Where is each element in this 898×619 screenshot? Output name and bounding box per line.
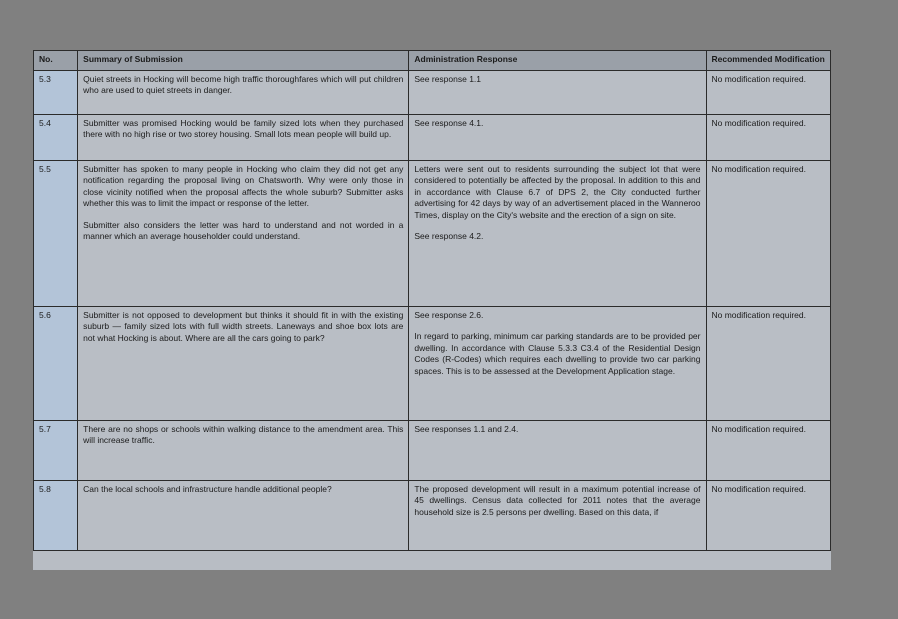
modification-paragraph: No modification required.	[711, 423, 806, 434]
modification-paragraph: No modification required.	[711, 117, 806, 128]
column-header-modification: Recommended Modification	[706, 51, 831, 71]
table-row	[34, 480, 831, 550]
row-summary	[78, 114, 409, 160]
summary-paragraph: Submitter also considers the letter was hard to understand and not worded in a manner which an average householder could understand.	[83, 219, 404, 241]
row-response	[409, 160, 706, 306]
row-modification	[706, 480, 831, 550]
row-number: 5.7	[34, 420, 78, 480]
row-number: 5.3	[34, 70, 78, 114]
response-paragraph: See response 4.1.	[414, 117, 484, 128]
column-header-summary: Summary of Submission	[78, 51, 409, 71]
row-summary	[78, 480, 409, 550]
summary-paragraph: Can the local schools and infrastructure handle additional people?	[83, 483, 332, 494]
response-paragraph: See response 4.2.	[414, 231, 484, 241]
summary-paragraph: Quiet streets in Hocking will become high traffic thoroughfares which will put children who are used to quiet streets in danger.	[83, 73, 404, 95]
row-response	[409, 420, 706, 480]
response-paragraph: See response 1.1	[414, 73, 482, 84]
table-row	[34, 420, 831, 480]
summary-paragraph: Submitter was promised Hocking would be family sized lots when they purchased there with no high rise or two storey housing. Small lots mean people will build up.	[83, 117, 404, 139]
modification-paragraph: No modification required.	[711, 309, 806, 320]
document-page	[33, 50, 831, 570]
table-header	[34, 51, 831, 71]
row-modification	[706, 114, 831, 160]
row-modification	[706, 70, 831, 114]
response-paragraph: Letters were sent out to residents surrounding the subject lot that were considered to potentially be affected by the proposal. In addition to this and in accordance with Clause 6.7 of DPS 2, the City conducted further advertising for 42 days by way of an advertisement placed in the Wanneroo Times, display on the City's website and the erection of a sign on site.	[414, 163, 701, 220]
table-row	[34, 160, 831, 306]
submissions-table	[33, 50, 831, 551]
table-body	[34, 70, 831, 550]
response-paragraph: In regard to parking, minimum car parking standards are to be provided per dwelling. In accordance with Clause 5.3.3 C3.4 of the Residential Design Codes (R-Codes) which requires each dwelling to provide two car parking spaces. This is to be assessed at the Development Application stage.	[414, 331, 701, 376]
summary-paragraph: Submitter is not opposed to development but thinks it should fit in with the existing suburb — family sized lots with full width streets. Laneways and shoe box lots are not what Hocking is about. Where are all the cars going to park?	[83, 309, 404, 343]
modification-paragraph: No modification required.	[711, 163, 806, 174]
row-response	[409, 114, 706, 160]
summary-paragraph: Submitter has spoken to many people in Hocking who claim they did not get any notification regarding the proposal living on Chatsworth. Why were only those in close vicinity notified when the proposal affects the whole suburb? Submitter asks whether this was to limit the impact or response of the letter.	[83, 163, 404, 208]
row-modification	[706, 306, 831, 420]
summary-paragraph: There are no shops or schools within walking distance to the amendment area. This will increase traffic.	[83, 423, 404, 445]
response-paragraph: See response 2.6.	[414, 309, 484, 320]
modification-paragraph: No modification required.	[711, 483, 806, 494]
row-summary	[78, 306, 409, 420]
row-number: 5.4	[34, 114, 78, 160]
row-response	[409, 70, 706, 114]
table-row	[34, 114, 831, 160]
column-header-response: Administration Response	[409, 51, 706, 71]
row-modification	[706, 420, 831, 480]
response-paragraph: The proposed development will result in a maximum potential increase of 45 dwellings. Census data collected for 2011 notes that the average household size is 2.5 persons per dwelling. Based on this data, if	[414, 483, 701, 517]
row-response	[409, 480, 706, 550]
row-summary	[78, 160, 409, 306]
column-header-no: No.	[34, 51, 78, 71]
table-row	[34, 306, 831, 420]
row-response	[409, 306, 706, 420]
response-paragraph: See responses 1.1 and 2.4.	[414, 423, 519, 434]
modification-paragraph: No modification required.	[711, 73, 806, 84]
row-summary	[78, 420, 409, 480]
row-number: 5.8	[34, 480, 78, 550]
row-number: 5.5	[34, 160, 78, 306]
row-number: 5.6	[34, 306, 78, 420]
table-row	[34, 70, 831, 114]
row-summary	[78, 70, 409, 114]
row-modification	[706, 160, 831, 306]
table-header-row	[34, 51, 831, 71]
